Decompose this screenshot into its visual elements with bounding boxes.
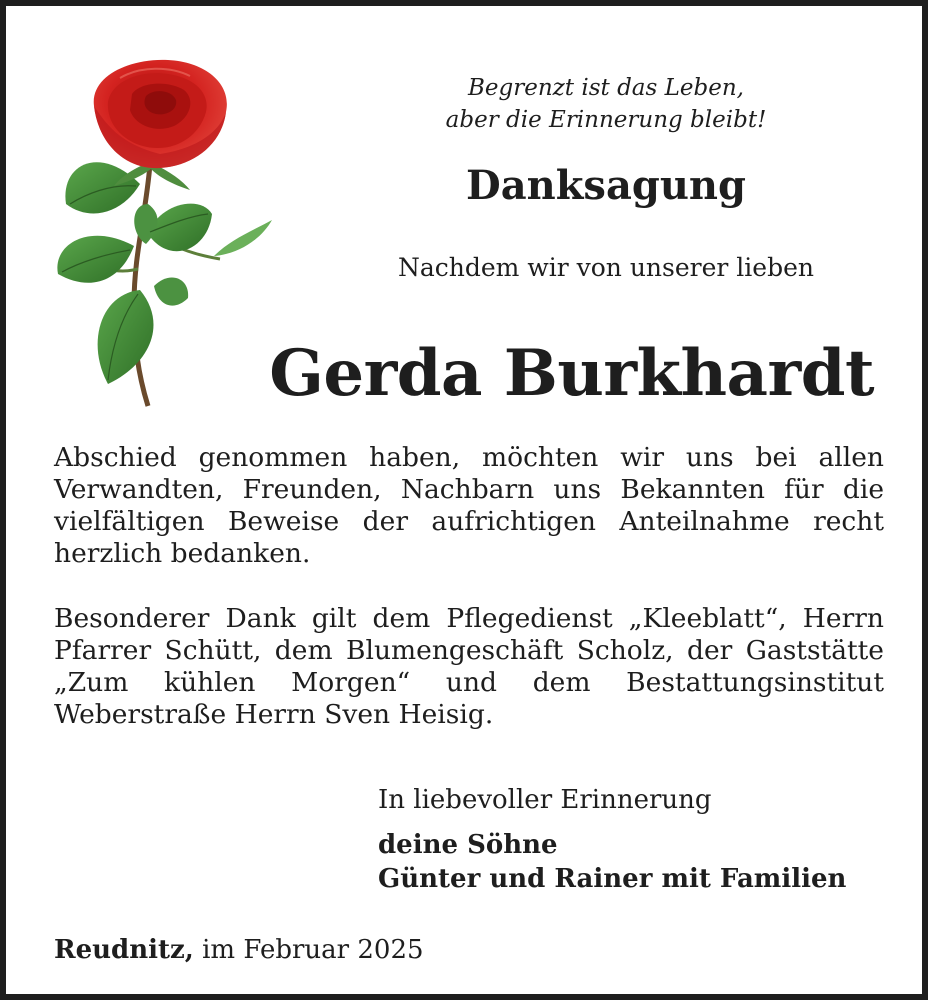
motto-line-2: aber die Erinnerung bleibt! — [445, 107, 767, 133]
place: Reudnitz, — [54, 935, 194, 965]
motto-line-1: Begrenzt ist das Leben, — [468, 75, 744, 101]
motto — [376, 72, 836, 136]
red-rose-icon — [50, 54, 282, 410]
place-and-date — [54, 930, 424, 970]
closing-phrase: In liebevoller Erinnerung — [378, 785, 712, 815]
signature-line-2: Günter und Rainer mit Familien — [378, 864, 847, 894]
intro-line: Nachdem wir von unserer lieben — [397, 253, 814, 282]
thanks-paragraph: Abschied genommen haben, möchten wir uns bei allen Verwandten, Freunden, Nachbarn uns Bekannten für die vielfältigen Beweise der aufrichtigen Anteilnahme recht herzlich bedanken. — [54, 442, 884, 569]
signature-line-1: deine Söhne — [378, 830, 558, 860]
special-thanks-paragraph: Besonderer Dank gilt dem Pflegedienst „Kleeblatt“, Herrn Pfarrer Schütt, dem Blumengeschäft Scholz, der Gaststätte „Zum kühlen Morgen“ und dem Bestattungsinstitut Weberstraße Herrn Sven Heisig. — [54, 603, 884, 730]
date: im Februar 2025 — [202, 935, 424, 965]
notice-title: Danksagung — [466, 162, 746, 209]
signature — [378, 828, 846, 896]
deceased-name: Gerda Burkhardt — [269, 336, 874, 411]
